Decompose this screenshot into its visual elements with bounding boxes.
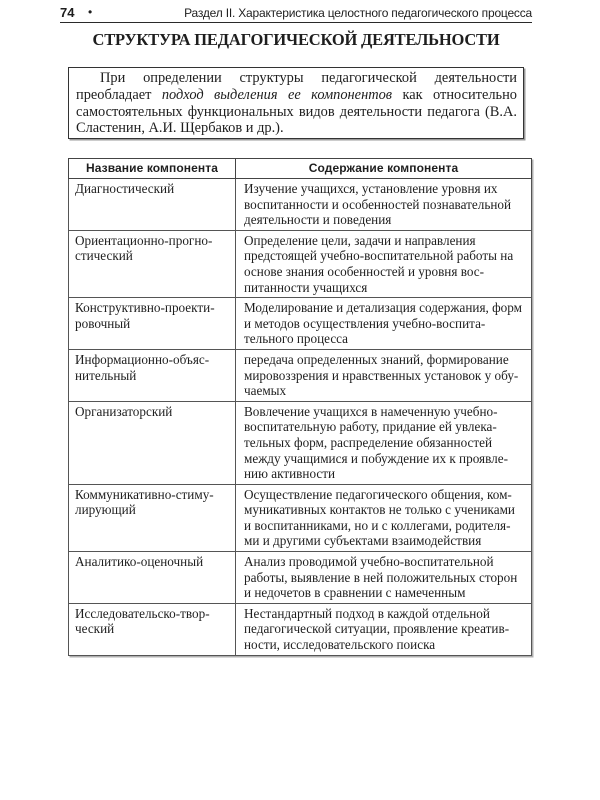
intro-paragraph xyxy=(76,70,517,137)
component-name-cell: Ориентационно-прогно-стический xyxy=(69,230,236,297)
table-row xyxy=(69,484,532,551)
component-name-cell: Аналитико-оценочный xyxy=(69,552,236,604)
component-name-cell: Исследовательско-твор-ческий xyxy=(69,603,236,655)
table-row xyxy=(69,552,532,604)
page-title: СТРУКТУРА ПЕДАГОГИЧЕСКОЙ ДЕЯТЕЛЬНОСТИ xyxy=(92,30,500,49)
header-component-name: Название компонента xyxy=(69,159,236,179)
component-name-cell: Диагностический xyxy=(69,179,236,231)
running-head xyxy=(60,2,532,23)
table-body xyxy=(69,179,532,656)
component-content-cell: передача определенных знаний, формирование мировоззрения и нравственных установок у обу-чаемых xyxy=(236,349,532,401)
table-row xyxy=(69,230,532,297)
table-row xyxy=(69,179,532,231)
component-content-cell: Анализ проводимой учебно-воспитательной работы, выявление в ней положительных сторон и недочетов в сравнении с намеченным xyxy=(236,552,532,604)
intro-text-start: При определении структуры педагогической деятельности преобладает xyxy=(76,70,517,103)
table-row xyxy=(69,603,532,655)
table-row xyxy=(69,298,532,350)
component-content-cell: Определение цели, задачи и направления предстоящей учебно-воспитательной работы на основе знания особенностей и уровня вос-питанности учащихся xyxy=(236,230,532,297)
component-content-cell: Вовлечение учащихся в намеченную учебно-воспитательную работу, придание ей увлека-тельных форм, распределение обязанностей между учащимися и побуждение их к проявле-нию активности xyxy=(236,401,532,484)
page-number: 74 xyxy=(60,5,75,20)
intro-emphasis: подход выделения ее компонентов xyxy=(161,86,393,103)
component-content-cell: Изучение учащихся, установление уровня их воспитанности и особенностей познавательной деятельности и поведения xyxy=(236,179,532,231)
table-header-row xyxy=(69,159,532,179)
header-component-content: Содержание компонента xyxy=(236,159,532,179)
bullet-separator: • xyxy=(88,5,93,19)
intro-text-end: как относительно самостоятельных функциональных видов деятельности педагога (В.А. Сластенин, А.И. Щербаков и др.). xyxy=(76,86,517,137)
table-row xyxy=(69,349,532,401)
component-name-cell: Конструктивно-проекти-ровочный xyxy=(69,298,236,350)
component-content-cell: Осуществление педагогического общения, ком-муникативных контактов не только с учениками и воспитанниками, но и с коллегами, родителя-ми и другими субъектами взаимодействия xyxy=(236,484,532,551)
component-content-cell: Моделирование и детализация содержания, форм и методов осуществления учебно-воспита-тельного процесса xyxy=(236,298,532,350)
component-name-cell: Организаторский xyxy=(69,401,236,484)
intro-box xyxy=(68,67,524,139)
component-content-cell: Нестандартный подход в каждой отдельной педагогической ситуации, проявление креатив-ности, исследовательского поиска xyxy=(236,603,532,655)
component-name-cell: Информационно-объяс-нительный xyxy=(69,349,236,401)
table-row xyxy=(69,401,532,484)
component-name-cell: Коммуникативно-стиму-лирующий xyxy=(69,484,236,551)
components-table xyxy=(68,158,532,656)
section-title: Раздел II. Характеристика целостного педагогического процесса xyxy=(184,6,532,20)
